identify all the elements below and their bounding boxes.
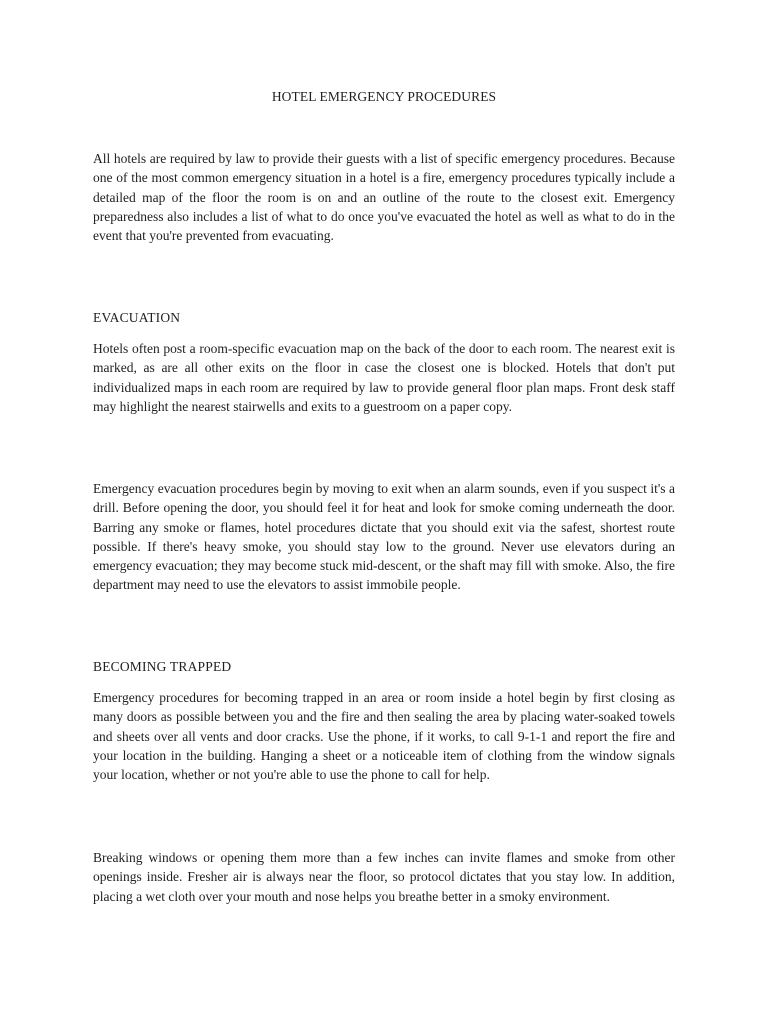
intro-paragraph: All hotels are required by law to provide their guests with a list of specific emergency procedures. Because one of the most common emergency situation in a hotel is a fire, emergency procedures typically include a detailed map of the floor the room is on and an outline of the route to the closest exit. Emergency preparedness also includes a list of what to do once you've evacuated the hotel as well as what to do in the event that you're prevented from evacuating. <box>93 151 675 244</box>
section-heading-evacuation: EVACUATION <box>93 310 181 325</box>
evacuation-paragraph-1: Hotels often post a room-specific evacuation map on the back of the door to each room. The nearest exit is marked, as are all other exits on the floor in case the closest one is blocked. Hotels that don't put individualized maps in each room are required by law to provide general floor plan maps. Front desk staff may highlight the nearest stairwells and exits to a guestroom on a paper copy. <box>93 341 675 414</box>
section-heading-becoming-trapped: BECOMING TRAPPED <box>93 659 232 674</box>
trapped-paragraph-1: Emergency procedures for becoming trapped in an area or room inside a hotel begin by first closing as many doors as possible between you and the fire and then sealing the area by placing water-soaked towels and sheets over all vents and door cracks. Use the phone, if it works, to call 9-1-1 and report the fire and your location in the building. Hanging a sheet or a noticeable item of clothing from the window signals your location, whether or not you're able to use the phone to call for help. <box>93 690 675 783</box>
evacuation-paragraph-2: Emergency evacuation procedures begin by moving to exit when an alarm sounds, even if you suspect it's a drill. Before opening the door, you should feel it for heat and look for smoke coming underneath the door. Barring any smoke or flames, hotel procedures dictate that you should exit via the safest, shortest route possible. If there's heavy smoke, you should stay low to the ground. Never use elevators during an emergency evacuation; they may become stuck mid-descent, or the shaft may fill with smoke. Also, the fire department may need to use the elevators to assist immobile people. <box>93 481 675 593</box>
document-title: HOTEL EMERGENCY PROCEDURES <box>271 89 497 104</box>
trapped-paragraph-2: Breaking windows or opening them more than a few inches can invite flames and smoke from other openings inside. Fresher air is always near the floor, so protocol dictates that you stay low. In addition, placing a wet cloth over your mouth and nose helps you breathe better in a smoky environment. <box>93 850 675 904</box>
